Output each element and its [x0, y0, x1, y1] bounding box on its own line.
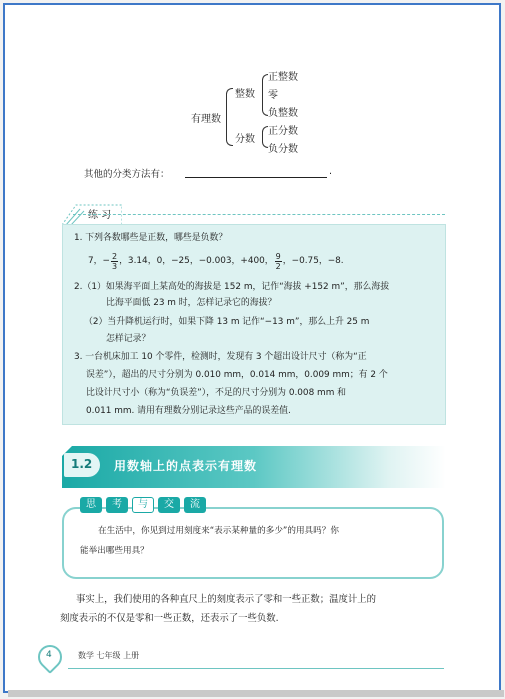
- integer-label: 整数: [235, 89, 255, 100]
- exercise-q1: 1. 下列各数哪些是正数，哪些是负数？: [74, 233, 228, 243]
- exercise-q2-line2: 比海平面低 23 m 时，怎样记录它的海拔？: [106, 298, 277, 308]
- exercise-q3-line1: 3. 一台机床加工 10 个零件，检测时，发现有 3 个超出设计尺寸（称为“正: [74, 352, 367, 362]
- root-brace: [226, 88, 233, 146]
- think-tag-3: 与: [132, 497, 154, 513]
- body-paragraph-line1: 事实上，我们使用的各种直尺上的刻度表示了零和一些正数；温度计上的: [76, 594, 377, 605]
- other-method-label: 其他的分类方法有：: [84, 169, 170, 180]
- think-question-line2: 能举出哪些用具？: [80, 546, 149, 556]
- rational-number-label: 有理数: [191, 114, 221, 125]
- exercise-q1-numbers: [88, 252, 344, 271]
- exercise-q3-line4: 0.011 mm. 请用有理数分别记录这些产品的误差值.: [86, 406, 291, 416]
- exercise-q2-line4: 怎样记录？: [106, 334, 151, 344]
- body-paragraph-line2: 刻度表示的不仅是零和一些正数，还表示了一些负数.: [60, 613, 279, 624]
- answer-blank: [185, 177, 327, 178]
- zero-label: 零: [268, 90, 278, 101]
- frac2-numerator: 9: [275, 252, 281, 261]
- q1-numbers-part-a: 7，−: [88, 256, 110, 266]
- positive-integer-label: 正整数: [268, 72, 298, 83]
- positive-fraction-label: 正分数: [268, 126, 298, 137]
- page-shadow: [8, 690, 504, 697]
- exercise-title: 练 习: [88, 210, 112, 221]
- exercise-header-rule: [73, 214, 445, 215]
- fraction-label: 分数: [235, 134, 255, 145]
- think-question-line1: 在生活中，你见到过用刻度来“表示某种量的多少”的用具吗？你: [98, 526, 339, 536]
- fraction-two-thirds: [111, 252, 118, 271]
- section-number: 1.2: [71, 457, 93, 471]
- negative-integer-label: 负整数: [268, 108, 298, 119]
- fraction-nine-halves: [275, 252, 282, 271]
- frac2-denominator: 2: [275, 262, 281, 271]
- frac1-denominator: 3: [111, 262, 118, 271]
- section-title: 用数轴上的点表示有理数: [114, 459, 258, 473]
- other-method-end: .: [329, 166, 333, 177]
- think-tag-4: 交: [158, 497, 180, 513]
- q1-numbers-part-b: ，3.14，0，−25，−0.003，+400，: [119, 256, 274, 266]
- frac1-numerator: 2: [111, 252, 118, 261]
- think-discuss-box: [62, 507, 444, 579]
- exercise-q2-line1: 2.（1）如果海平面上某高处的海拔是 152 m，记作“海拔 +152 m”，那么海拔: [74, 282, 390, 292]
- exercise-q3-line2: 误差”），超出的尺寸分别为 0.010 mm，0.014 mm，0.009 mm；有 2 个: [86, 370, 388, 380]
- book-title: 数学 七年级 上册: [78, 651, 140, 660]
- footer-rule: [68, 668, 444, 669]
- exercise-q3-line3: 比设计尺寸小（称为“负误差”），不足的尺寸分别为 0.008 mm 和: [86, 388, 347, 398]
- think-tag-1: 思: [80, 497, 102, 513]
- think-tag-5: 流: [184, 497, 206, 513]
- negative-fraction-label: 负分数: [268, 144, 298, 155]
- think-tag-2: 考: [106, 497, 128, 513]
- exercise-q2-line3: （2）当升降机运行时，如果下降 13 m 记作“−13 m”，那么上升 25 m: [84, 317, 370, 327]
- page-number: 4: [46, 650, 52, 660]
- q1-numbers-part-c: ，−0.75，−8.: [282, 256, 344, 266]
